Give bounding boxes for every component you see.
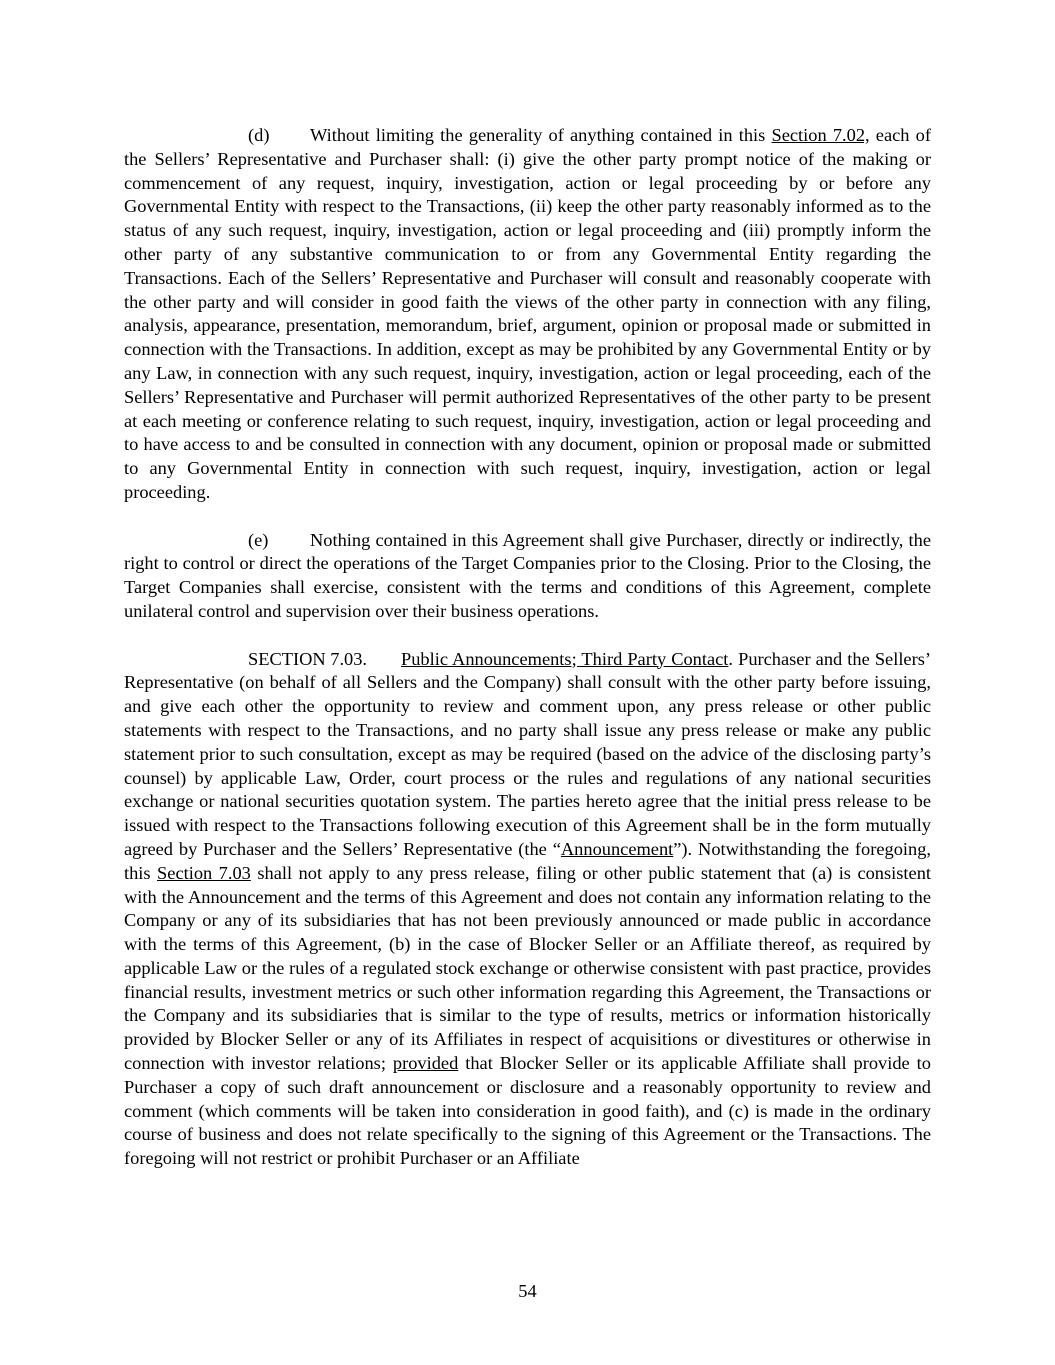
paragraph-label-e: (e) — [248, 529, 269, 550]
section-7-03-label: SECTION 7.03. — [248, 648, 368, 669]
paragraph-label-d: (d) — [248, 125, 270, 145]
section-7-03-text-1: . Purchaser and the Sellers’ Representative (on behalf of all Sellers and the Company) shall consult with the other party before issuing, and give each other the opportunity to review and comment upon, any press release or other public statements with respect to the Transactions, and no party shall issue any press release or make any public statement prior to such consultation, except as may be required (based on the advice of the disclosing party’s counsel) by applicable Law, Order, court process or the rules and regulations of any national securities exchange or national securities quotation system. The parties hereto agree that the initial press release to be issued with respect to the Transactions following execution of this Agreement shall be in the form mutually agreed by Purchaser and the Sellers’ Representative (the “ — [124, 648, 931, 859]
section-7-03-text-3: shall not apply to any press release, filing or other public statement that (a) is consistent with the Announcement and the terms of this Agreement and does not contain any information relating to the Company or any of its subsidiaries that has not been previously announced or made public in accordance with the terms of this Agreement, (b) in the case of Blocker Seller or an Affiliate thereof, as required by applicable Law or the rules of a regulated stock exchange or otherwise consistent with past practice, provides financial results, investment metrics or such other information regarding this Agreement, the Transactions or the Company and its subsidiaries that is similar to the type of results, metrics or information historically provided by Blocker Seller or any of its Affiliates in respect of acquisitions or divestitures or otherwise in connection with investor relations; — [124, 862, 931, 1074]
section-7-03-text-2: ”). Notwithstanding the foregoing, this — [124, 838, 931, 883]
paragraph-e — [124, 529, 931, 624]
page-number: 54 — [518, 1281, 537, 1301]
section-7-03-reference: Section 7.03 — [157, 862, 251, 883]
section-7-03-text-4: that Blocker Seller or its applicable Affiliate shall provide to Purchaser a copy of such draft announcement or disclosure and a reasonably opportunity to review and comment (which comments will be taken into consideration in good faith), and (c) is made in the ordinary course of business and does not relate specifically to the signing of this Agreement or the Transactions. The foregoing will not restrict or prohibit Purchaser or an Affiliate — [124, 1053, 931, 1169]
paragraph-e-text: Nothing contained in this Agreement shall give Purchaser, directly or indirectly, the right to control or direct the operations of the Target Companies prior to the Closing. Prior to the Closing, the Target Companies shall exercise, consistent with the terms and conditions of this Agreement, complete unilateral control and supervision over their business operations. — [124, 529, 931, 621]
paragraph-d-text-intro: Without limiting the generality of anything contained in this — [310, 125, 772, 145]
paragraph-d-text-body: each of the Sellers’ Representative and Purchaser shall: (i) give the other party prompt notice of the making or commencement of any request, inquiry, investigation, action or legal proceeding by or before any Governmental Entity with respect to the Transactions, (ii) keep the other party reasonably informed as to the status of any such request, inquiry, investigation, action or legal proceeding and (iii) promptly inform the other party of any substantive communication to or from any Governmental Entity regarding the Transactions. Each of the Sellers’ Representative and Purchaser will consult and reasonably cooperate with the other party and will consider in good faith the views of the other party in connection with any filing, analysis, appearance, presentation, memorandum, brief, argument, opinion or proposal made or submitted in connection with the Transactions. In addition, except as may be prohibited by any Governmental Entity or by any Law, in connection with any such request, inquiry, investigation, action or legal proceeding, each of the Sellers’ Representative and Purchaser will permit authorized Representatives of the other party to be present at each meeting or conference relating to such request, inquiry, investigation, action or legal proceeding and to have access to and be consulted in connection with any document, opinion or proposal made or submitted to any Governmental Entity in connection with such request, inquiry, investigation, action or legal proceeding. — [124, 125, 931, 502]
proviso-provided: provided — [392, 1053, 459, 1074]
section-7-03-heading: Public Announcements; Third Party Contact — [401, 648, 729, 669]
paragraph-d — [124, 124, 931, 505]
document-page — [124, 124, 931, 1195]
section-7-03 — [124, 648, 931, 1172]
section-7-02-reference: Section 7.02, — [771, 125, 870, 145]
defined-term-announcement: Announcement — [560, 838, 674, 859]
